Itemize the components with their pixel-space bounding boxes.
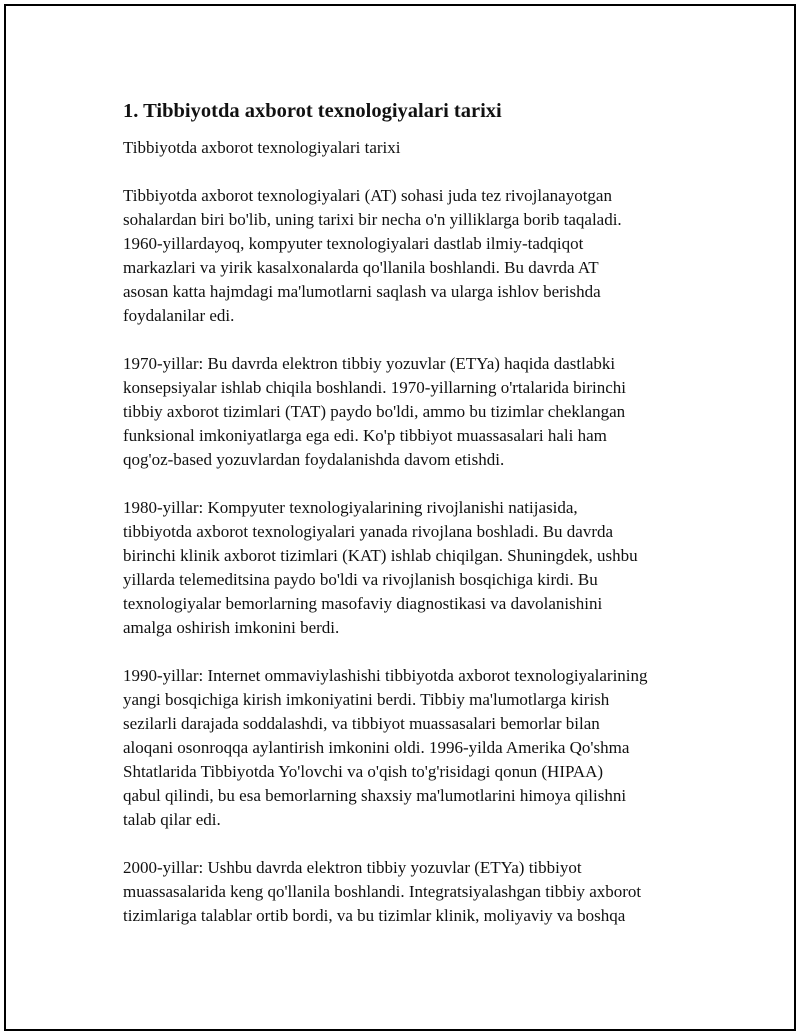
text-line: 1980-yillar: Kompyuter texnologiyalarining rivojlanishi natijasida, <box>123 498 578 517</box>
text-line: tibbiy axborot tizimlari (TAT) paydo bo'ldi, ammo bu tizimlar cheklangan <box>123 402 626 421</box>
text-line: qog'oz-based yozuvlardan foydalanishda davom etishdi. <box>123 450 505 469</box>
text-line: 1970-yillar: Bu davrda elektron tibbiy yozuvlar (ETYa) haqida dastlabki <box>123 354 616 373</box>
text-line: amalga oshirish imkonini berdi. <box>123 618 340 637</box>
page-frame <box>4 4 796 1031</box>
text-line: yangi bosqichiga kirish imkoniyatini berdi. Tibbiy ma'lumotlarga kirish <box>123 690 610 709</box>
text-line: birinchi klinik axborot tizimlari (KAT) ishlab chiqilgan. Shuningdek, ushbu <box>123 546 638 565</box>
text-line: Tibbiyotda axborot texnologiyalari (AT) sohasi juda tez rivojlanayotgan <box>123 186 612 205</box>
section-subtitle: Tibbiyotda axborot texnologiyalari tarixi <box>123 138 401 157</box>
text-line: texnologiyalar bemorlarning masofaviy diagnostikasi va davolanishini <box>123 594 603 613</box>
text-line: tizimlariga talablar ortib bordi, va bu tizimlar klinik, moliyaviy va boshqa <box>123 906 626 925</box>
text-line: tibbiyotda axborot texnologiyalari yanada rivojlana boshladi. Bu davrda <box>123 522 614 541</box>
text-line: aloqani osonroqqa aylantirish imkonini oldi. 1996-yilda Amerika Qo'shma <box>123 738 630 757</box>
text-line: funksional imkoniyatlarga ega edi. Ko'p tibbiyot muassasalari hali ham <box>123 426 607 445</box>
text-line: konsepsiyalar ishlab chiqila boshlandi. 1970-yillarning o'rtalarida birinchi <box>123 378 627 397</box>
paragraph-1980s <box>123 496 703 640</box>
text-line: sohalardan biri bo'lib, uning tarixi bir necha o'n yilliklarga borib taqaladi. <box>123 210 622 229</box>
text-line: 1960-yillardayoq, kompyuter texnologiyalari dastlab ilmiy-tadqiqot <box>123 234 584 253</box>
section-heading: 1. Tibbiyotda axborot texnologiyalari tarixi <box>123 100 502 122</box>
text-line: 1990-yillar: Internet ommaviylashishi tibbiyotda axborot texnologiyalarining <box>123 666 648 685</box>
document-body <box>123 98 703 952</box>
text-line: sezilarli darajada soddalashdi, va tibbiyot muassasalari bemorlar bilan <box>123 714 600 733</box>
text-line: asosan katta hajmdagi ma'lumotlarni saqlash va ularga ishlov berishda <box>123 282 601 301</box>
text-line: 2000-yillar: Ushbu davrda elektron tibbiy yozuvlar (ETYa) tibbiyot <box>123 858 582 877</box>
paragraph-2000s <box>123 856 703 928</box>
paragraph-intro <box>123 184 703 328</box>
paragraph-1970s <box>123 352 703 472</box>
text-line: talab qilar edi. <box>123 810 221 829</box>
text-line: foydalanilar edi. <box>123 306 235 325</box>
text-line: yillarda telemeditsina paydo bo'ldi va rivojlanish bosqichiga kirdi. Bu <box>123 570 598 589</box>
text-line: qabul qilindi, bu esa bemorlarning shaxsiy ma'lumotlarini himoya qilishni <box>123 786 627 805</box>
text-line: markazlari va yirik kasalxonalarda qo'llanila boshlandi. Bu davrda AT <box>123 258 599 277</box>
text-line: Shtatlarida Tibbiyotda Yo'lovchi va o'qish to'g'risidagi qonun (HIPAA) <box>123 762 604 781</box>
text-line: muassasalarida keng qo'llanila boshlandi. Integratsiyalashgan tibbiy axborot <box>123 882 642 901</box>
paragraph-1990s <box>123 664 703 832</box>
